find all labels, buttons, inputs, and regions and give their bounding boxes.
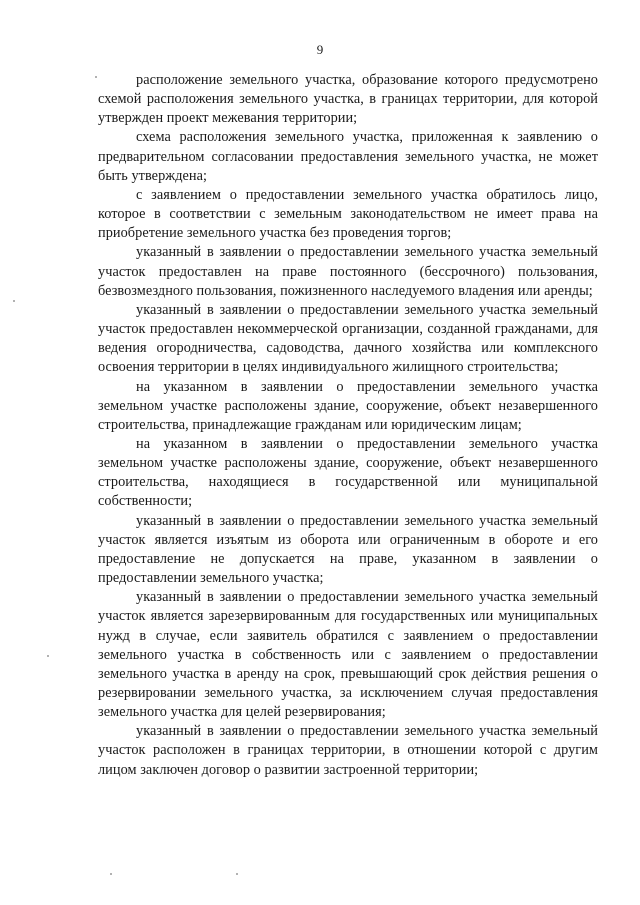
- document-body: [98, 71, 598, 780]
- paragraph: указанный в заявлении о предоставлении земельного участка земельный участок является изъятым из оборота или ограниченным в обороте и его предоставление не допускается на праве, указанном в заявлении о предоставлении земельного участка;: [98, 512, 598, 587]
- scan-speck: [13, 300, 15, 302]
- page-number: 9: [316, 42, 324, 57]
- paragraph: на указанном в заявлении о предоставлении земельного участка земельном участке расположены здание, сооружение, объект незавершенного строительства, находящиеся в государственной или муниципальной собственности;: [98, 435, 598, 510]
- paragraph: указанный в заявлении о предоставлении земельного участка земельный участок предоставлен некоммерческой организации, созданной гражданами, для ведения огородничества, садоводства, дачного хозяйства или комплексного освоения территории в целях индивидуального жилищного строительства;: [98, 301, 598, 376]
- paragraph: с заявлением о предоставлении земельного участка обратилось лицо, которое в соответствии с земельным законодательством не имеет права на приобретение земельного участка без проведения торгов;: [98, 186, 598, 242]
- paragraph: на указанном в заявлении о предоставлении земельного участка земельном участке расположены здание, сооружение, объект незавершенного строительства, принадлежащие гражданам или юридическим лицам;: [98, 378, 598, 433]
- paragraph: указанный в заявлении о предоставлении земельного участка земельный участок расположен в границах территории, в отношении которой с другим лицом заключен договор о развитии застроенной территории;: [98, 723, 598, 778]
- scan-speck: [47, 655, 49, 657]
- scan-speck: [110, 873, 112, 875]
- scan-speck: [236, 873, 238, 875]
- paragraph: указанный в заявлении о предоставлении земельного участка земельный участок предоставлен на праве постоянного (бессрочного) пользования, безвозмездного пользования, пожизненного наследуемого владения или аренды;: [98, 244, 598, 299]
- scan-speck: [95, 76, 97, 78]
- paragraph: схема расположения земельного участка, приложенная к заявлению о предварительном согласовании предоставления земельного участка, не может быть утверждена;: [98, 129, 598, 184]
- paragraph: расположение земельного участка, образование которого предусмотрено схемой расположения земельного участка, в границах территории, для которой утвержден проект межевания территории;: [98, 72, 598, 127]
- paragraph: указанный в заявлении о предоставлении земельного участка земельный участок является зарезервированным для государственных или муниципальных нужд в случае, если заявитель обратился с заявлением о предоставлении земельного участка в собственность или с заявлением о предоставлении земельного участка в аренду на срок, превышающий срок действия решения о резервировании земельного участка, за исключением случая предоставления земельного участка для целей резервирования;: [98, 589, 598, 721]
